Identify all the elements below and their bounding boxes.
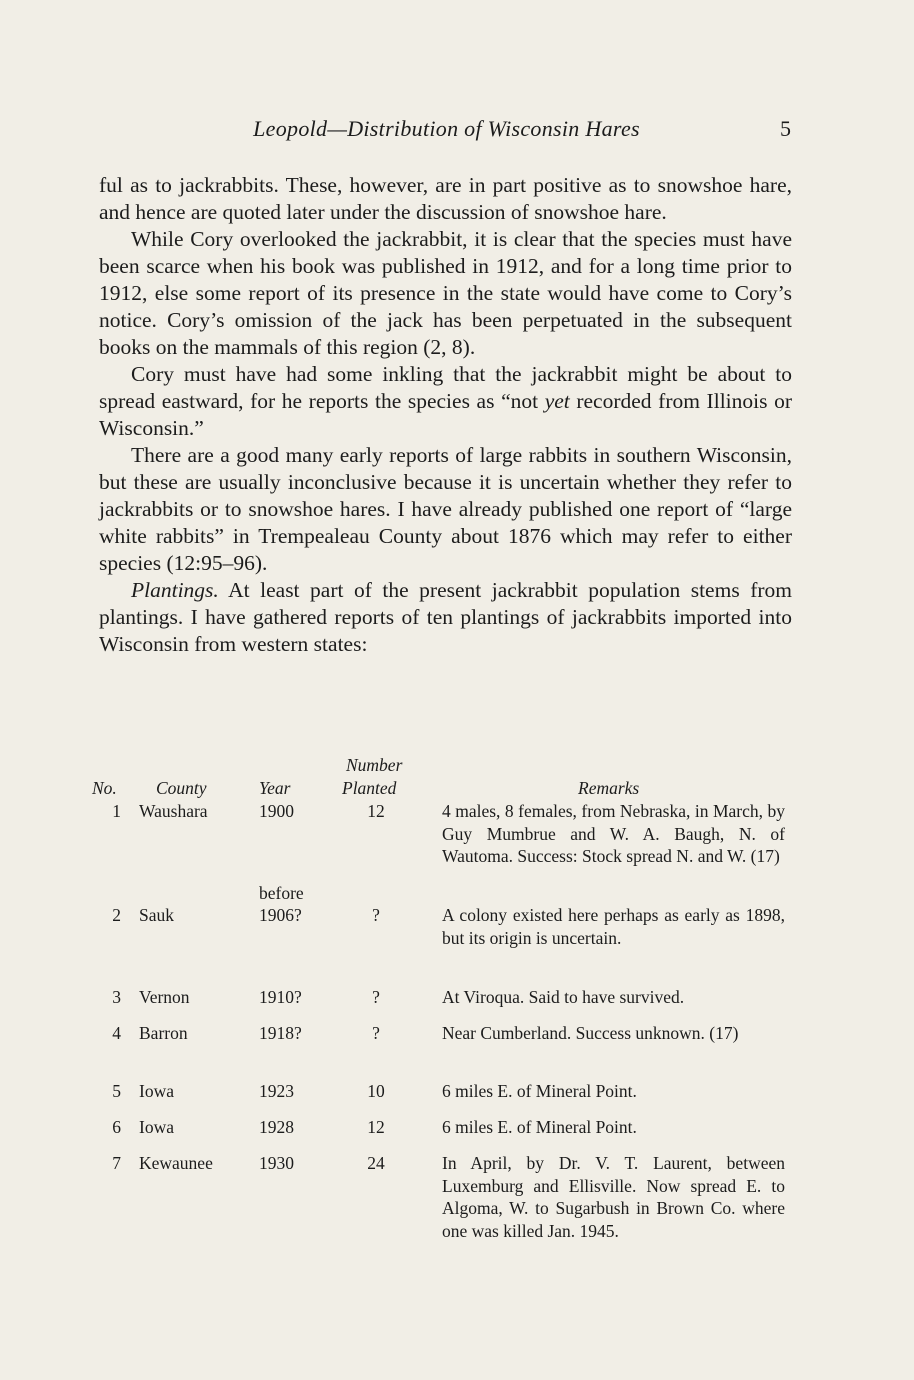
row-county: Kewaunee: [139, 1153, 213, 1173]
table-row: [0, 1080, 914, 1116]
row-remarks: 6 miles E. of Mineral Point.: [442, 1117, 637, 1137]
table-row: [0, 1152, 914, 1272]
row-year: 1910?: [259, 987, 302, 1007]
row-year: 1928: [259, 1117, 294, 1137]
row-number: 1: [112, 801, 121, 821]
row-remarks: 6 miles E. of Mineral Point.: [442, 1081, 637, 1101]
table-row: [0, 800, 914, 904]
row-remarks: 4 males, 8 females, from Nebraska, in March, by Guy Mumbrue and W. A. Baugh, N. of Wautoma. Success: Stock spread N. and W. (17): [442, 801, 785, 866]
row-number: 7: [112, 1153, 121, 1173]
page-header: [0, 116, 914, 146]
row-year: 1906?: [259, 905, 302, 925]
row-planted: ?: [372, 987, 380, 1007]
header-year: Year: [259, 778, 291, 798]
row-planted: ?: [372, 905, 380, 925]
paragraph-3: [99, 361, 792, 442]
paragraph-1: ful as to jackrabbits. These, however, are in part positive as to snowshoe hare, and hence are quoted later under the discussion of snowshoe hare.: [99, 173, 792, 224]
paragraph-3-emphasis: yet: [544, 389, 570, 413]
section-heading-plantings: Plantings.: [131, 578, 219, 602]
row-number: 4: [112, 1023, 121, 1043]
paragraph-5-text: At least part of the present jackrabbit population stems from plantings. I have gathered reports of ten plantings of jackrabbits imported into Wisconsin from western states:: [99, 578, 792, 656]
row-remarks: Near Cumberland. Success unknown. (17): [442, 1023, 739, 1043]
body-text: [99, 172, 792, 658]
row-year: 1930: [259, 1153, 294, 1173]
paragraph-2: While Cory overlooked the jackrabbit, it is clear that the species must have been scarce when his book was published in 1912, and for a long time prior to 1912, else some report of its presence in the state would have come to Cory’s notice. Cory’s omission of the jack has been perpetuated in the subsequent books on the mammals of this region (2, 8).: [99, 227, 792, 359]
row-planted: 10: [367, 1081, 385, 1101]
row-year: 1900: [259, 801, 294, 821]
table-header: [0, 752, 914, 800]
row-county: Barron: [139, 1023, 188, 1043]
row-county: Waushara: [139, 801, 208, 821]
row-county: Iowa: [139, 1081, 174, 1101]
row-county: Sauk: [139, 905, 174, 925]
row-planted: 12: [367, 1117, 385, 1137]
header-no: No.: [92, 778, 117, 798]
header-county: County: [156, 778, 207, 798]
plantings-table: [0, 752, 914, 1272]
table-row: [0, 1116, 914, 1152]
header-remarks: Remarks: [578, 778, 640, 798]
page-number: 5: [780, 116, 791, 141]
row-year: 1923: [259, 1081, 294, 1101]
row-planted: 12: [367, 801, 385, 821]
row-number: 6: [112, 1117, 121, 1137]
row-number: 2: [112, 905, 121, 925]
header-planted: Planted: [342, 778, 397, 798]
table-row: [0, 883, 914, 986]
paragraph-4: There are a good many early reports of large rabbits in southern Wisconsin, but these are usually inconclusive because it is uncertain whether they refer to jackrabbits or to snowshoe hares. I have already published one report of “large white rabbits” in Trempealeau County about 1876 which may refer to either species (12:95–96).: [99, 443, 792, 575]
header-number: Number: [346, 755, 403, 775]
row-planted: 24: [367, 1153, 385, 1173]
row-remarks: A colony existed here perhaps as early as 1898, but its origin is uncertain.: [442, 905, 785, 948]
running-title: Leopold—Distribution of Wisconsin Hares: [253, 116, 640, 141]
row-planted: ?: [372, 1023, 380, 1043]
row-number: 5: [112, 1081, 121, 1101]
row-remarks: In April, by Dr. V. T. Laurent, between Luxemburg and Ellisville. Now spread E. to Algoma, W. to Sugarbush in Brown Co. where one was killed Jan. 1945.: [442, 1153, 785, 1241]
row-county: Iowa: [139, 1117, 174, 1137]
paragraph-3-text-a: Cory must have had some inkling that the jackrabbit might be about to spread eastward, for he reports the species as “not: [99, 362, 792, 413]
row-county: Vernon: [139, 987, 190, 1007]
paragraph-5: [99, 577, 792, 658]
table-row: [0, 1022, 914, 1080]
row-number: 3: [112, 987, 121, 1007]
row-year-prefix: before: [259, 883, 304, 903]
row-year: 1918?: [259, 1023, 302, 1043]
row-remarks: At Viroqua. Said to have survived.: [442, 987, 685, 1007]
paragraph-3-text-b: recorded from Illinois or Wisconsin.”: [99, 389, 792, 440]
table-row: [0, 986, 914, 1022]
